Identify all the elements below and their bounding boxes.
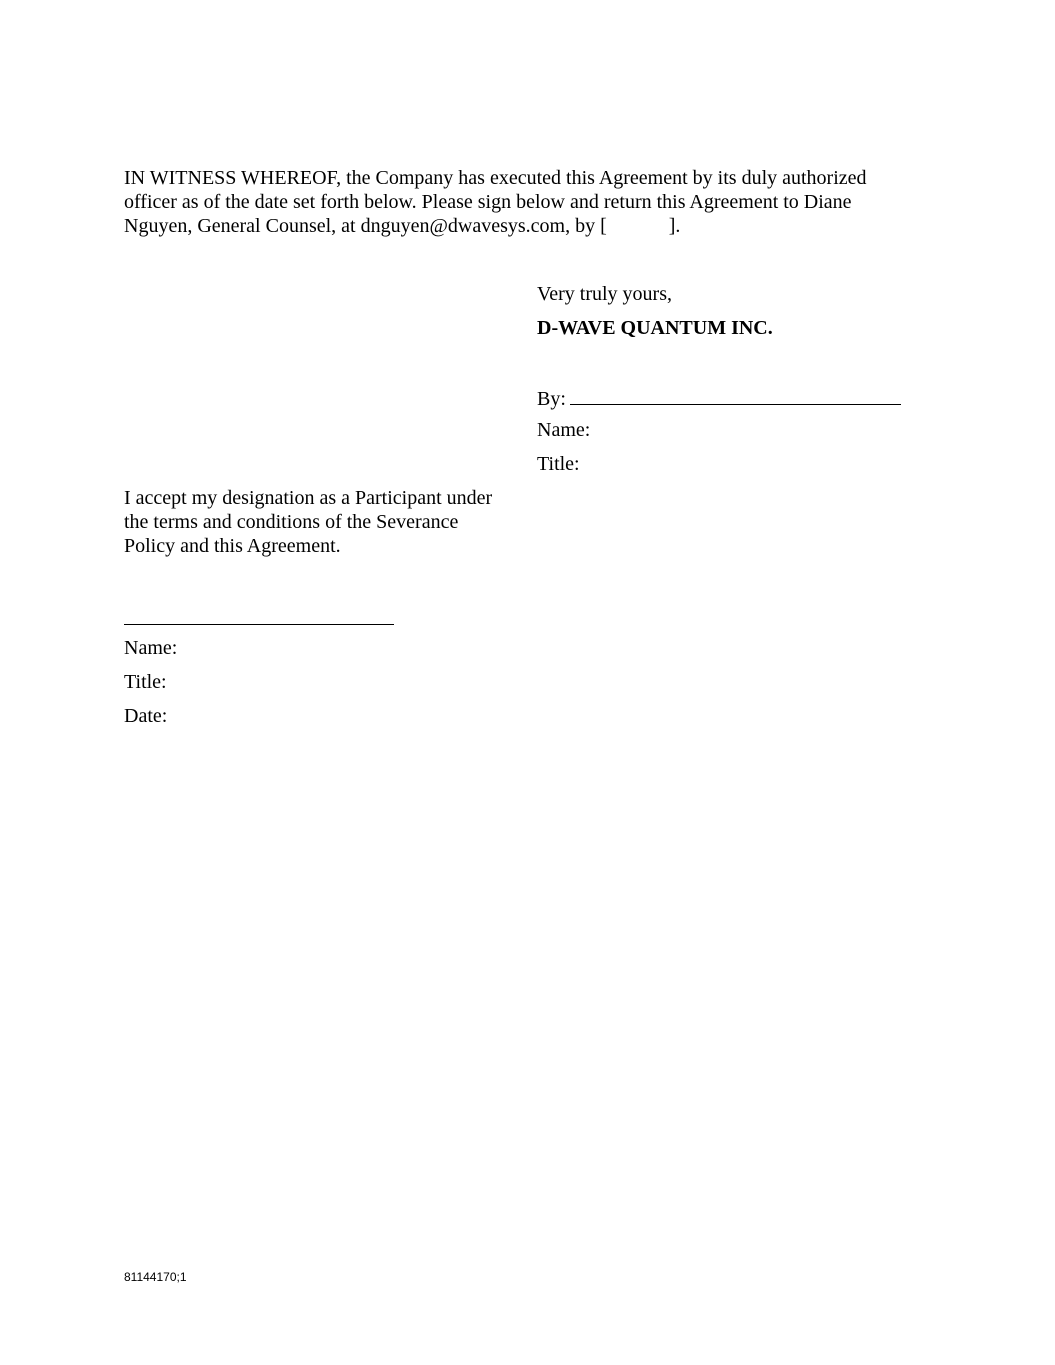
closing-salutation: Very truly yours, (537, 283, 672, 305)
witness-paragraph (124, 166, 914, 238)
witness-line-3-end: ]. (668, 215, 681, 237)
acceptance-line-2: the terms and conditions of the Severance (124, 511, 459, 533)
by-label: By: (537, 388, 566, 410)
acceptance-statement (124, 486, 524, 558)
witness-line-1: IN WITNESS WHEREOF, the Company has executed this Agreement by its duly authorized (124, 167, 867, 189)
participant-signature-line (124, 624, 394, 625)
company-signer-name-label: Name: (537, 419, 591, 441)
participant-name-label: Name: (124, 637, 178, 659)
participant-title-label: Title: (124, 671, 167, 693)
company-name: D-WAVE QUANTUM INC. (537, 317, 773, 339)
witness-line-3 (124, 214, 914, 238)
witness-line-3-text: Nguyen, General Counsel, at dnguyen@dwavesys.com, by [ (124, 215, 607, 237)
participant-date-label: Date: (124, 705, 168, 727)
witness-line-2: officer as of the date set forth below. Please sign below and return this Agreement to Diane (124, 191, 852, 213)
company-signature-line (570, 384, 901, 405)
acceptance-line-1: I accept my designation as a Participant under (124, 487, 493, 509)
acceptance-line-3: Policy and this Agreement. (124, 535, 341, 557)
document-id-footer: 81144170;1 (124, 1270, 187, 1284)
company-signer-title-label: Title: (537, 453, 580, 475)
company-by-line (537, 384, 937, 411)
